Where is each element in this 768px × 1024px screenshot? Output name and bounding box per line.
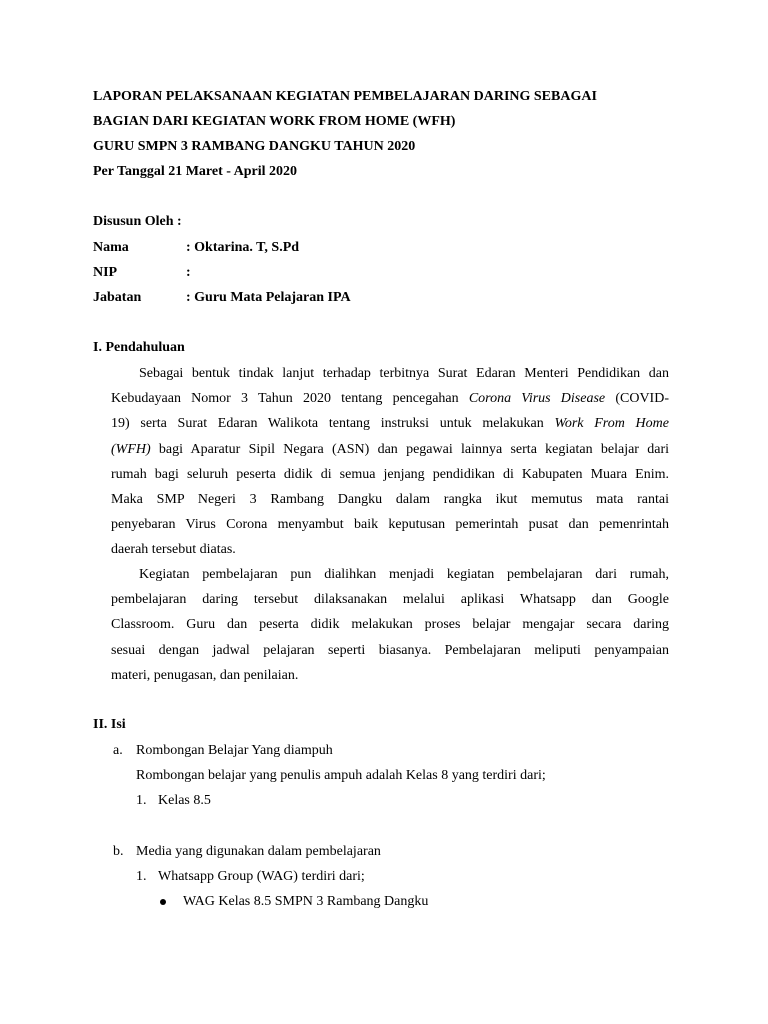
paragraph-line [139, 365, 669, 383]
paragraph-line [111, 642, 669, 660]
text-run: daerah tersebut diatas. [111, 542, 236, 558]
author-name-value: : Oktarina. T, S.Pd [186, 240, 300, 255]
text-run: rumah bagi seluruh peserta didik di semua jenjang pendidikan di Kabupaten Muara Enim. [111, 466, 669, 482]
text-run: Kegiatan pembelajaran pun dialihkan menjadi kegiatan pembelajaran dari rumah, [139, 567, 669, 582]
text-run: Classroom. Guru dan peserta didik melakukan proses belajar mengajar secara daring [111, 617, 669, 633]
italic-term: (WFH) [111, 441, 151, 457]
item-b-marker: b. [113, 844, 124, 859]
text-run: bagi Aparatur Sipil Negara (ASN) dan pegawai lainnya serta kegiatan belajar dari [150, 441, 669, 457]
paragraph-line [111, 441, 669, 459]
text-run: Maka SMP Negeri 3 Rambang Dangku dalam rangka ikut memutus mata rantai [111, 492, 669, 507]
title-line-3: GURU SMPN 3 RAMBANG DANGKU TAHUN 2020 [93, 139, 416, 154]
text-run: materi, penugasan, dan penilaian. [111, 667, 299, 683]
paragraph-line [111, 591, 669, 609]
item-b-title: Media yang digunakan dalam pembelajaran [136, 844, 381, 859]
paragraph-line [111, 541, 669, 559]
paragraph-line [111, 516, 669, 534]
paragraph-line [111, 667, 669, 685]
author-nip-value: : [186, 265, 191, 280]
title-line-1: LAPORAN PELAKSANAAN KEGIATAN PEMBELAJARAN DARING SEBAGAI [93, 89, 597, 104]
item-b-bullet-text: WAG Kelas 8.5 SMPN 3 Rambang Dangku [183, 894, 429, 909]
text-run: penyebaran Virus Corona menyambut baik keputusan pemerintah pusat dan pemenrintah [111, 517, 669, 533]
item-a-list-marker: 1. [136, 793, 147, 808]
item-b-list-text: Whatsapp Group (WAG) terdiri dari; [158, 869, 365, 884]
author-position-label: Jabatan [93, 290, 142, 305]
paragraph-line [111, 616, 669, 634]
item-a-description: Rombongan belajar yang penulis ampuh adalah Kelas 8 yang terdiri dari; [136, 768, 546, 783]
author-position-value: : Guru Mata Pelajaran IPA [186, 290, 351, 305]
title-line-2: BAGIAN DARI KEGIATAN WORK FROM HOME (WFH) [93, 114, 456, 129]
text-run: Kebudayaan Nomor 3 Tahun 2020 tentang pencegahan [111, 391, 469, 407]
item-a-title: Rombongan Belajar Yang diampuh [136, 743, 333, 758]
paragraph-line [111, 491, 669, 509]
text-run: Sebagai bentuk tindak lanjut terhadap terbitnya Surat Edaran Menteri Pendidikan dan [139, 366, 669, 381]
text-run: 19) serta Surat Edaran Walikota tentang instruksi untuk melakukan [111, 416, 555, 432]
paragraph-line [139, 566, 669, 584]
text-run: sesuai dengan jadwal pelajaran seperti biasanya. Pembelajaran meliputi penyampaian [111, 642, 669, 658]
author-name-label: Nama [93, 240, 129, 255]
paragraph-line [111, 390, 669, 408]
item-a-marker: a. [113, 743, 123, 758]
section-2-heading: II. Isi [93, 717, 126, 732]
bullet-icon [160, 899, 166, 905]
author-nip-label: NIP [93, 265, 118, 280]
title-line-4: Per Tanggal 21 Maret - April 2020 [93, 164, 298, 179]
paragraph-line [111, 466, 669, 484]
item-a-list-text: Kelas 8.5 [158, 793, 211, 808]
item-b-list-marker: 1. [136, 869, 147, 884]
italic-term: Work From Home [554, 416, 669, 432]
section-1-heading: I. Pendahuluan [93, 340, 185, 355]
paragraph-line [111, 415, 669, 433]
text-run: (COVID- [605, 391, 669, 407]
text-run: pembelajaran daring tersebut dilaksanakan melalui aplikasi Whatsapp dan Google [111, 592, 669, 608]
italic-term: Corona Virus Disease [468, 391, 606, 407]
author-heading: Disusun Oleh : [93, 214, 182, 229]
